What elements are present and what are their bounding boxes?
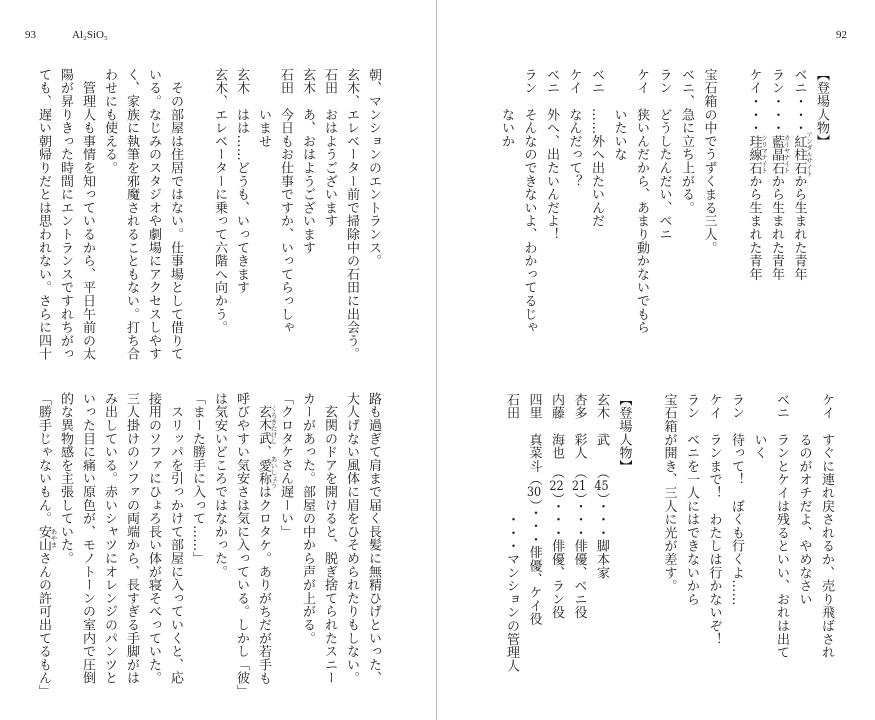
right-lower-text-block	[500, 393, 838, 672]
text-run: 玄関のドアを開けると、脱ぎ捨てられたスニー	[322, 392, 337, 685]
running-title: Al₂SiO₅	[72, 29, 108, 41]
text-column	[657, 393, 680, 672]
text-run: ベニ・・・	[791, 68, 807, 135]
text-column	[562, 68, 585, 334]
text-run: はクロタケ。ありがちだが若手も	[256, 485, 271, 685]
text-run	[256, 392, 271, 405]
ruby-text: カイヤナイト	[782, 134, 791, 174]
text-run: ラン そんなのできないよ、わかってるじゃ	[521, 68, 537, 334]
text-column	[318, 68, 340, 361]
book-gutter	[436, 0, 437, 720]
text-run: ケイ 狭いんだから、あまり動かないでもら	[634, 68, 649, 334]
text-run: ）・・・俳優、ケイ役	[526, 499, 542, 626]
text-run: 石田 おはようございます	[322, 68, 337, 228]
text-run: さんの許可出てるもん」	[36, 551, 51, 698]
age-number: 30	[526, 486, 542, 500]
text-run: 管理人も事情を知っているから、平日午前の太	[80, 68, 95, 361]
text-column	[296, 392, 318, 698]
text-run: いたいな	[611, 68, 627, 162]
text-column	[186, 392, 208, 698]
text-run: 玄木 はは……どうも、いってきます	[234, 68, 249, 295]
text-run: ケイ すぐに連れ戻されるか、売り飛ばされ	[819, 393, 834, 659]
text-column	[500, 393, 523, 672]
text-run: いませ	[256, 68, 271, 148]
ruby-text: あいしょう	[269, 455, 278, 489]
text-column	[540, 68, 563, 334]
text-run: ラン・・・	[769, 68, 784, 135]
text-run: 陽が昇りきった時間にエントランスですれちがっ	[58, 68, 73, 361]
text-column	[680, 393, 703, 672]
text-column	[590, 393, 613, 672]
text-column	[186, 68, 208, 361]
age-number: 45	[594, 479, 609, 493]
text-run: スリッパを引っかけて部屋に入っていくと、応	[168, 392, 183, 685]
text-column	[652, 68, 675, 334]
text-column	[164, 68, 186, 361]
text-column	[522, 393, 545, 672]
ruby-base: 紅柱石	[791, 134, 807, 175]
text-run: く、家族に執筆を邪魔されることもない。打ち合	[124, 68, 139, 361]
text-column	[230, 68, 252, 361]
text-column	[142, 68, 164, 361]
text-run: 【登場人物】	[616, 393, 632, 473]
text-column	[747, 393, 770, 672]
text-column	[725, 393, 748, 672]
text-run: 路も過ぎて肩まで届く長髪に無精ひげといった、	[366, 392, 381, 685]
text-column	[612, 393, 635, 672]
text-column	[720, 68, 743, 334]
text-run: ラン ベニを一人にはできないから	[684, 393, 699, 606]
text-column	[318, 392, 340, 698]
text-run: 大人げない風体に眉をひそめられたりもしない。	[344, 392, 359, 685]
text-run: いる。なじみのスタジオや劇場にアクセスしやす	[146, 68, 161, 361]
text-column	[787, 68, 813, 334]
text-column	[545, 393, 568, 672]
text-run: 的な異物感を主張していた。	[58, 392, 73, 565]
ruby-text: アンダルサイト	[805, 131, 813, 178]
text-column	[208, 392, 230, 698]
text-column	[164, 392, 186, 698]
text-run: ベニ 外へ、出たいんだよ！	[544, 68, 559, 241]
text-column	[810, 68, 833, 334]
text-run: ラン 待って！ ぼくも行くよ……	[729, 393, 744, 606]
text-run: から生まれた青年	[791, 174, 807, 281]
text-column	[76, 68, 98, 361]
text-column	[340, 392, 362, 698]
text-run: ベニ ……外へ出たいんだ	[589, 68, 604, 228]
text-column	[296, 68, 318, 361]
text-column	[76, 392, 98, 698]
text-column	[142, 392, 164, 698]
text-column	[495, 68, 518, 334]
text-run: その部屋は住居ではない。仕事場として借りて	[168, 68, 183, 361]
text-run: いった目に痛い原色が、モノトーンの室内で圧倒	[80, 392, 95, 685]
text-column	[252, 68, 274, 361]
text-run: 玄木、エレベーターに乗って六階へ向かう。	[212, 68, 227, 334]
text-column	[98, 68, 120, 361]
right-upper-text-block	[495, 68, 833, 334]
text-column	[120, 392, 142, 698]
ruby-group	[36, 525, 58, 552]
text-column	[630, 68, 653, 334]
text-column	[517, 68, 540, 334]
text-column	[675, 68, 698, 334]
text-column	[635, 393, 658, 672]
text-column	[274, 68, 296, 361]
text-column	[32, 392, 58, 698]
page-number: 93	[25, 29, 36, 41]
text-run: るのがオチだよ、やめなさい	[796, 393, 812, 606]
text-run: カーがあった。部屋の中から声が上がる。	[300, 392, 315, 645]
text-column	[792, 393, 815, 672]
text-run: 、	[256, 445, 271, 459]
text-run: ）・・・脚本家	[594, 492, 609, 580]
text-column	[252, 392, 278, 698]
text-column	[54, 68, 76, 361]
ruby-group	[791, 131, 813, 178]
text-run: 宝石箱が開き、三人に光が差す。	[661, 393, 677, 593]
text-column	[765, 68, 791, 334]
left-lower-text-block	[32, 392, 384, 698]
text-run: 石田 ・・・マンションの管理人	[504, 393, 519, 673]
text-column	[585, 68, 608, 334]
text-run: 接用のソファにひょろ長い体が寝そべっていた。	[146, 392, 161, 685]
text-run: いく	[751, 393, 767, 460]
ruby-text: くろきたけし	[269, 405, 278, 445]
text-column	[607, 68, 630, 334]
text-column	[770, 393, 793, 672]
text-run: 「クロタケさん遅ーい」	[278, 392, 293, 539]
text-run: ベニ、急に立ち上がる。	[679, 68, 694, 215]
text-run: 「まーた勝手に入って……」	[190, 392, 205, 565]
text-column	[362, 68, 384, 361]
text-run: ベニ ランとケイは残るといい、おれは出て	[774, 393, 789, 659]
text-run: 【登場人物】	[814, 68, 829, 148]
ruby-group	[769, 134, 791, 175]
text-run: ）・・・俳優、ベニ役	[571, 492, 587, 620]
ruby-base: 愛称	[256, 458, 271, 486]
ruby-group	[256, 455, 278, 489]
text-column	[120, 68, 142, 361]
text-run: から生まれた青年	[746, 174, 762, 281]
text-run: ケイ・・・	[746, 68, 762, 135]
text-run: ても、遅い朝帰りだとは思われない。さらに四十	[36, 68, 51, 361]
text-run: 石田 今日もお仕事ですか、いってらっしゃ	[278, 68, 293, 334]
text-run: ないか	[499, 68, 514, 148]
text-run: 玄木 武 （	[594, 393, 609, 480]
text-column	[697, 68, 720, 334]
text-run: 杏多 彩人 （	[571, 393, 587, 480]
text-column	[32, 68, 54, 361]
text-run: 宝石箱の中でうずくまる三人。	[701, 68, 717, 255]
page-number: 92	[836, 29, 847, 41]
age-number: 21	[571, 479, 587, 493]
ruby-base: 安山	[36, 525, 51, 552]
text-run: 玄木、エレベーター前で掃除中の石田に出会う。	[344, 68, 359, 361]
text-run: ラン どうしたんだい、ベニ	[656, 68, 672, 241]
text-run: 玄木 あ、おはようございます	[300, 68, 315, 255]
text-run: は気安いどころではなかった。	[212, 392, 227, 579]
text-column	[567, 393, 590, 672]
age-number: 22	[549, 479, 564, 493]
text-run: 「勝手じゃないもん。	[36, 392, 51, 525]
ruby-group	[746, 134, 768, 175]
text-column	[208, 68, 230, 361]
text-column	[98, 392, 120, 698]
text-run: から生まれた青年	[769, 174, 784, 281]
text-column	[340, 68, 362, 361]
text-column	[702, 393, 725, 672]
text-column	[362, 392, 384, 698]
ruby-text: あやま	[49, 528, 58, 549]
text-column	[742, 68, 768, 334]
ruby-base: 藍晶石	[769, 134, 784, 175]
text-column	[815, 393, 838, 672]
text-run: 四里 真菜斗（	[526, 393, 542, 487]
text-run: 内藤 海也 （	[549, 393, 564, 480]
ruby-text: シリマナイト	[760, 134, 768, 174]
text-run: ケイ ランまで！ わたしは行かないぞ！	[706, 393, 722, 646]
left-upper-text-block	[32, 68, 384, 361]
text-run: 三人掛けのソファの両端から、長すぎる手脚がは	[124, 392, 139, 685]
text-run: ）・・・俳優、ラン役	[549, 492, 564, 620]
ruby-base: 珪線石	[746, 134, 762, 175]
text-run: 呼びやすい気安さは気に入っている。しかし「彼」	[234, 392, 249, 698]
text-column	[230, 392, 252, 698]
text-run: わせにも使える。	[102, 68, 117, 175]
ruby-base: 玄木武	[256, 405, 271, 446]
ruby-group	[256, 405, 278, 446]
text-run: み出している。赤いシャツにオレンジのパンツと	[102, 392, 117, 685]
text-run: ケイ なんだって？	[566, 68, 582, 188]
text-run: 朝、マンションのエントランス。	[366, 68, 381, 268]
